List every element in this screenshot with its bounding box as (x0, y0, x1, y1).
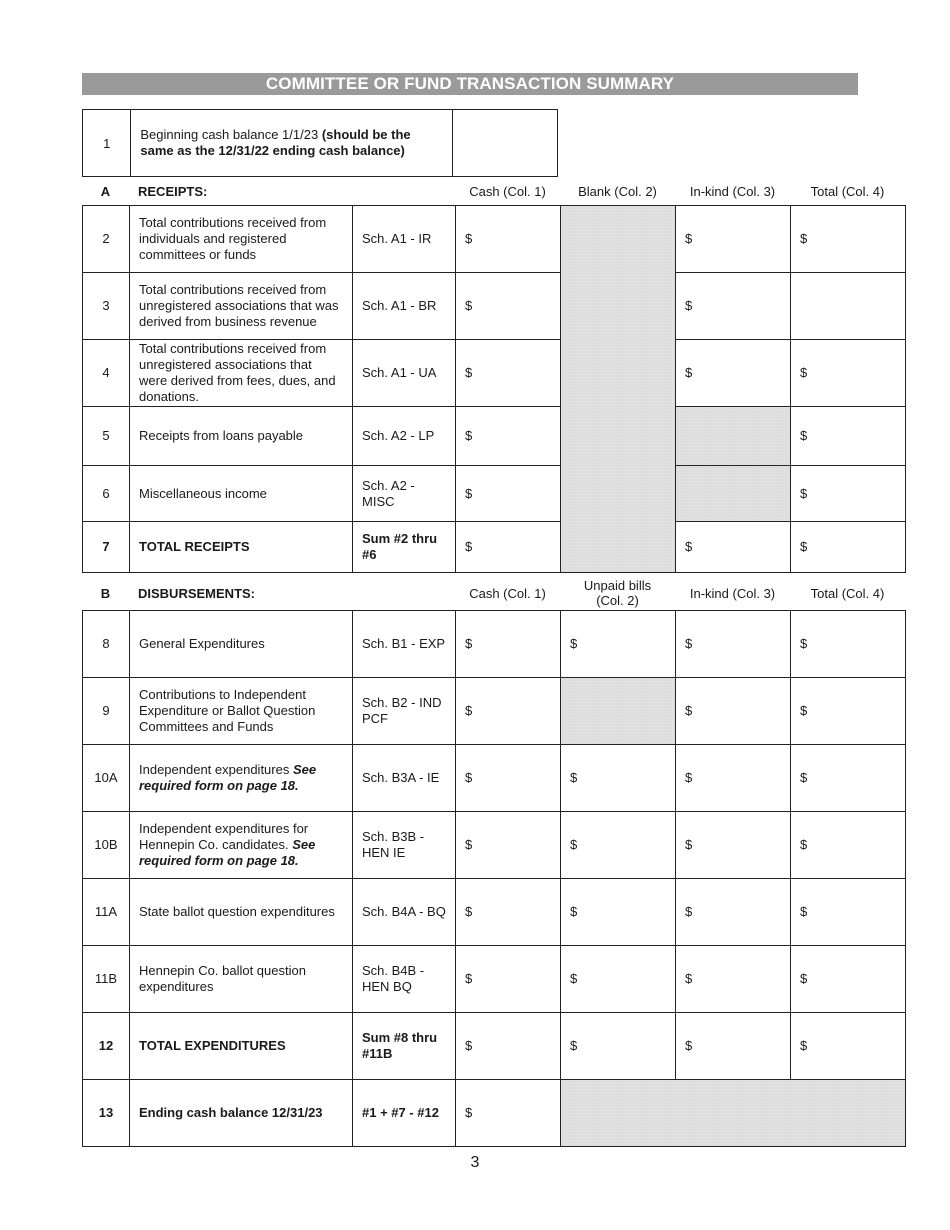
cash-cell[interactable]: $ (456, 946, 561, 1013)
row-description: TOTAL RECEIPTS (130, 522, 353, 573)
cash-cell[interactable]: $ (456, 745, 561, 812)
inkind-cell[interactable]: $ (676, 273, 791, 340)
table-row (83, 407, 906, 466)
unpaid-cell[interactable]: $ (561, 879, 676, 946)
disbursements-header (82, 576, 905, 610)
row-number: 9 (83, 678, 130, 745)
unpaid-cell[interactable]: $ (561, 1013, 676, 1080)
row-schedule: Sch. B4B - HEN BQ (353, 946, 456, 1013)
row-number: 6 (83, 466, 130, 522)
inkind-cell[interactable]: $ (676, 1013, 791, 1080)
col-total-header: Total (Col. 4) (810, 183, 885, 199)
ending-balance-shaded (561, 1080, 906, 1147)
table-row (83, 946, 906, 1013)
row-schedule: Sch. B2 - IND PCF (353, 678, 456, 745)
table-row (83, 611, 906, 678)
total-cell[interactable]: $ (791, 466, 906, 522)
blank-column-shaded (561, 206, 676, 573)
row-number: 5 (83, 407, 130, 466)
cash-cell[interactable]: $ (456, 466, 561, 522)
total-cell[interactable]: $ (791, 522, 906, 573)
cash-cell[interactable]: $ (456, 273, 561, 340)
unpaid-cell[interactable]: $ (561, 611, 676, 678)
unpaid-cell[interactable]: $ (561, 745, 676, 812)
cash-cell[interactable]: $ (456, 522, 561, 573)
row-description: Total contributions received from individuals and registered committees or funds (130, 206, 353, 273)
row-number: 8 (83, 611, 130, 678)
page-number: 3 (470, 1154, 480, 1171)
unpaid-cell-shaded (561, 678, 676, 745)
cash-cell[interactable]: $ (456, 340, 561, 407)
row-description: Independent expenditures See required form on page 18. (130, 745, 353, 812)
col-inkind-header: In-kind (Col. 3) (689, 585, 776, 601)
col-cash-header: Cash (Col. 1) (469, 183, 546, 199)
total-cell[interactable]: $ (791, 745, 906, 812)
table-row (83, 1080, 906, 1147)
disbursements-table (82, 610, 906, 1147)
inkind-cell[interactable]: $ (676, 206, 791, 273)
beginning-balance-label: Beginning cash balance 1/1/23 (should be the same as the 12/31/22 ending cash balance) (131, 110, 452, 177)
row-number: 4 (83, 340, 130, 407)
cash-cell[interactable]: $ (456, 611, 561, 678)
row-number: 3 (83, 273, 130, 340)
cash-cell[interactable]: $ (456, 678, 561, 745)
row-description: TOTAL EXPENDITURES (130, 1013, 353, 1080)
table-row (83, 206, 906, 273)
row-schedule: Sch. A2 - LP (353, 407, 456, 466)
row-number: 2 (83, 206, 130, 273)
row-schedule: Sch. A2 - MISC (353, 466, 456, 522)
table-row (83, 812, 906, 879)
cash-cell[interactable]: $ (456, 1013, 561, 1080)
col-inkind-header: In-kind (Col. 3) (689, 183, 776, 199)
row-number: 10B (83, 812, 130, 879)
row-schedule: Sch. B1 - EXP (353, 611, 456, 678)
table-row (83, 1013, 906, 1080)
cash-cell[interactable]: $ (456, 879, 561, 946)
row-schedule: Sch. B3B - HEN IE (353, 812, 456, 879)
beginning-balance-field[interactable] (452, 110, 557, 177)
row-schedule: Sch. B3A - IE (353, 745, 456, 812)
total-cell[interactable]: $ (791, 206, 906, 273)
row-number: 13 (83, 1080, 130, 1147)
inkind-cell[interactable]: $ (676, 946, 791, 1013)
row-schedule: Sch. B4A - BQ (353, 879, 456, 946)
form-title: COMMITTEE OR FUND TRANSACTION SUMMARY (82, 73, 858, 95)
total-cell[interactable]: $ (791, 678, 906, 745)
total-cell[interactable]: $ (791, 340, 906, 407)
row-schedule: #1 + #7 - #12 (353, 1080, 456, 1147)
inkind-cell-shaded (676, 466, 791, 522)
row-schedule: Sum #8 thru #11B (353, 1013, 456, 1080)
receipts-heading: RECEIPTS: (138, 183, 208, 199)
row-number: 1 (83, 110, 131, 177)
total-cell[interactable]: $ (791, 812, 906, 879)
row-number: 11B (83, 946, 130, 1013)
col-unpaid-header: Unpaid bills (Col. 2) (583, 578, 652, 608)
inkind-cell[interactable]: $ (676, 678, 791, 745)
row-description: Independent expenditures for Hennepin Co. candidates. See required form on page 18. (130, 812, 353, 879)
row-schedule: Sum #2 thru #6 (353, 522, 456, 573)
total-cell[interactable]: $ (791, 1013, 906, 1080)
cash-cell[interactable]: $ (456, 1080, 561, 1147)
cash-cell[interactable]: $ (456, 812, 561, 879)
inkind-cell[interactable]: $ (676, 879, 791, 946)
disbursements-heading: DISBURSEMENTS: (138, 585, 256, 601)
cash-cell[interactable]: $ (456, 407, 561, 466)
inkind-cell[interactable]: $ (676, 340, 791, 407)
table-row (83, 879, 906, 946)
row-description: Ending cash balance 12/31/23 (130, 1080, 353, 1147)
row-description: Receipts from loans payable (130, 407, 353, 466)
row-number: 10A (83, 745, 130, 812)
row-description: Total contributions received from unregistered associations that was derived from business revenue (130, 273, 353, 340)
total-cell[interactable] (791, 273, 906, 340)
table-row (83, 522, 906, 573)
inkind-cell[interactable]: $ (676, 522, 791, 573)
inkind-cell[interactable]: $ (676, 812, 791, 879)
table-row (83, 678, 906, 745)
unpaid-cell[interactable]: $ (561, 812, 676, 879)
total-cell[interactable]: $ (791, 407, 906, 466)
section-letter: A (100, 183, 111, 199)
table-row (83, 466, 906, 522)
row-number: 7 (83, 522, 130, 573)
inkind-cell[interactable]: $ (676, 745, 791, 812)
row-description: Total contributions received from unregistered associations that were derived from fees, dues, and donations. (130, 340, 353, 407)
inkind-cell[interactable]: $ (676, 611, 791, 678)
row-schedule: Sch. A1 - IR (353, 206, 456, 273)
cash-cell[interactable]: $ (456, 206, 561, 273)
row-description: General Expenditures (130, 611, 353, 678)
row-number: 11A (83, 879, 130, 946)
unpaid-cell[interactable]: $ (561, 946, 676, 1013)
inkind-cell-shaded (676, 407, 791, 466)
row-description: State ballot question expenditures (130, 879, 353, 946)
table-row (83, 273, 906, 340)
table-row (83, 745, 906, 812)
section-letter: B (100, 585, 111, 601)
row-number: 12 (83, 1013, 130, 1080)
total-cell[interactable]: $ (791, 946, 906, 1013)
col-cash-header: Cash (Col. 1) (469, 585, 546, 601)
beginning-balance-table (82, 109, 558, 177)
table-row (83, 340, 906, 407)
row-description: Contributions to Independent Expenditure or Ballot Question Committees and Funds (130, 678, 353, 745)
receipts-header (82, 177, 905, 205)
row-schedule: Sch. A1 - BR (353, 273, 456, 340)
total-cell[interactable]: $ (791, 879, 906, 946)
col-blank-header: Blank (Col. 2) (578, 183, 657, 199)
row-schedule: Sch. A1 - UA (353, 340, 456, 407)
row-description: Miscellaneous income (130, 466, 353, 522)
receipts-table (82, 205, 906, 573)
total-cell[interactable]: $ (791, 611, 906, 678)
row-description: Hennepin Co. ballot question expenditures (130, 946, 353, 1013)
col-total-header: Total (Col. 4) (810, 585, 885, 601)
